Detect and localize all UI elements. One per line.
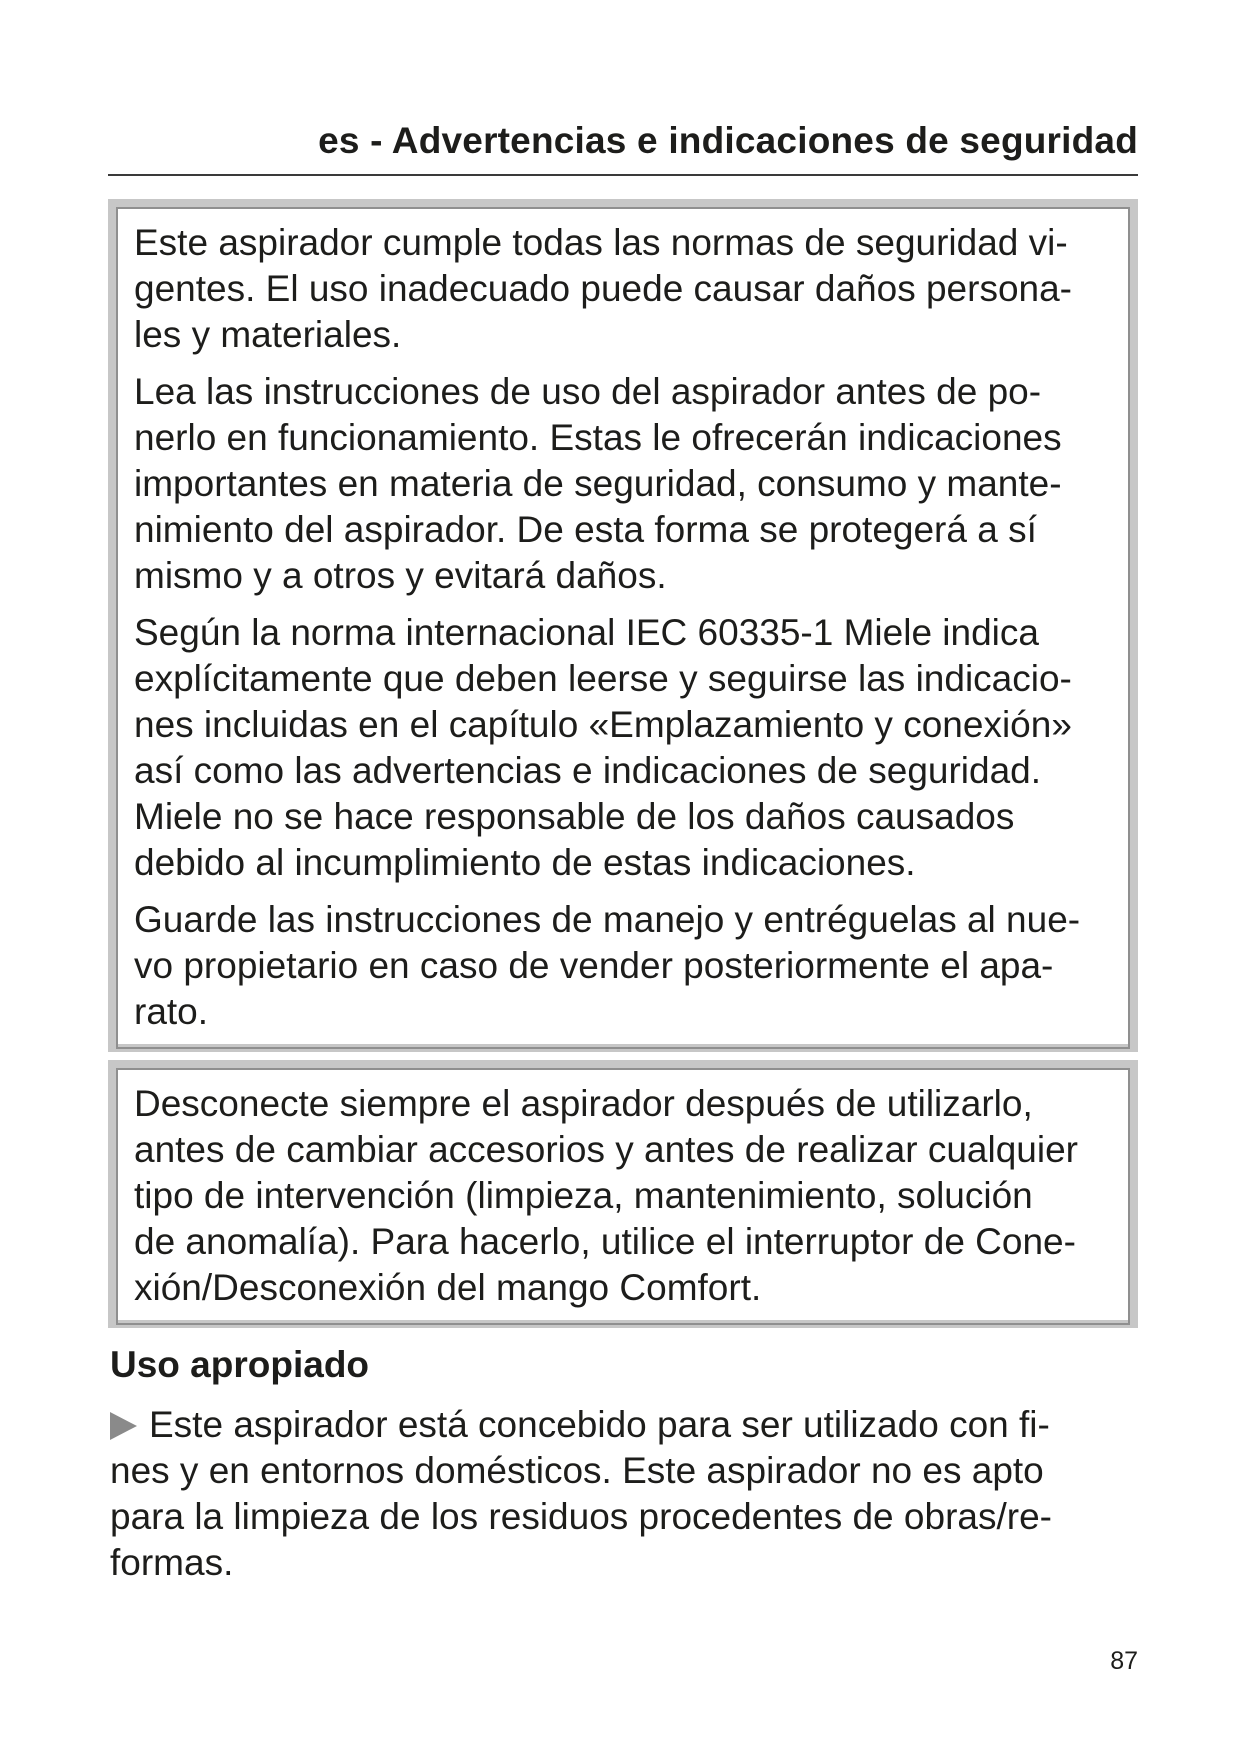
page-header xyxy=(108,118,1138,176)
intro-paragraph-compliance: Este aspirador cumple todas las normas de seguridad vi- gentes. El uso inadecuado puede causar daños persona- les y materiales. xyxy=(134,222,1073,355)
page-title: es - Advertencias e indicaciones de seguridad xyxy=(318,120,1138,161)
list-item xyxy=(110,1402,1150,1586)
disconnect-warning-box xyxy=(108,1060,1138,1328)
safety-intro-box xyxy=(108,199,1138,1052)
intro-paragraph-iec-norm: Según la norma internacional IEC 60335-1 Miele indica explícitamente que deben leerse y seguirse las indicacio- nes incluidas en el capítulo «Emplazamiento y conexión» así como las advertencias e indicaciones de seguridad. Miele no se hace responsable de los daños causados debido al incumplimiento de estas indicaciones. xyxy=(134,612,1072,883)
arrow-right-icon xyxy=(110,1412,137,1440)
page-number: 87 xyxy=(1110,1647,1138,1675)
intro-paragraph-keep-instructions: Guarde las instrucciones de manejo y entréguelas al nue- vo propietario en caso de vender posteriormente el apa- rato. xyxy=(134,899,1081,1032)
disconnect-warning-text: Desconecte siempre el aspirador después de utilizarlo, antes de cambiar accesorios y antes de realizar cualquier tipo de intervención (limpieza, mantenimiento, solución de anomalía). Para hacerlo, utilice el interruptor de Cone- xión/Desconexión del mango Comfort. xyxy=(134,1083,1078,1308)
disconnect-warning-box-content xyxy=(116,1068,1130,1325)
section-heading: Uso apropiado xyxy=(110,1344,370,1385)
intro-paragraph-read-instructions: Lea las instrucciones de uso del aspirador antes de po- nerlo en funcionamiento. Estas le ofrecerán indicaciones importantes en materia de seguridad, consumo y mante- nimiento del aspirador. De esta forma se protegerá a sí mismo y a otros y evitará daños. xyxy=(134,371,1062,596)
safety-intro-box-content xyxy=(116,207,1130,1049)
list-item-text: Este aspirador está concebido para ser utilizado con fi- nes y en entornos domésticos. Este aspirador no es apto para la limpieza de los residuos procedentes de obras/re- formas. xyxy=(110,1404,1052,1583)
